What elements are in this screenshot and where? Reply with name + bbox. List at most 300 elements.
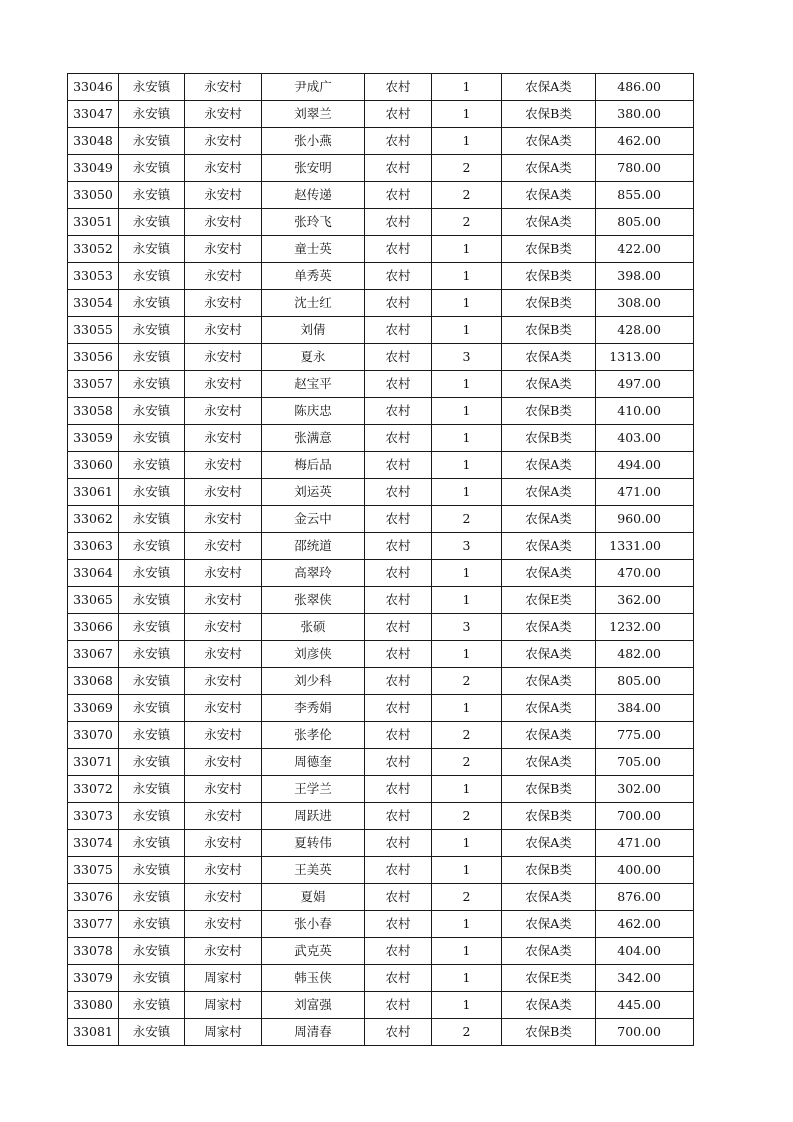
name-cell: 张翠侠	[262, 587, 365, 614]
category-cell: 农保A类	[502, 560, 596, 587]
table-row	[68, 695, 694, 722]
village-cell: 永安村	[185, 155, 262, 182]
record-id-cell: 33078	[68, 938, 119, 965]
record-id-cell: 33053	[68, 263, 119, 290]
village-cell: 永安村	[185, 452, 262, 479]
town-cell: 永安镇	[119, 695, 185, 722]
village-cell: 周家村	[185, 992, 262, 1019]
town-cell: 永安镇	[119, 155, 185, 182]
record-id-cell: 33073	[68, 803, 119, 830]
name-cell: 张小燕	[262, 128, 365, 155]
town-cell: 永安镇	[119, 506, 185, 533]
household-size-cell: 1	[432, 263, 502, 290]
name-cell: 周清春	[262, 1019, 365, 1046]
village-cell: 永安村	[185, 695, 262, 722]
name-cell: 刘运英	[262, 479, 365, 506]
table-row	[68, 749, 694, 776]
record-id-cell: 33059	[68, 425, 119, 452]
category-cell: 农保B类	[502, 101, 596, 128]
amount-cell: 384.00	[596, 695, 694, 722]
household-size-cell: 1	[432, 452, 502, 479]
record-id-cell: 33070	[68, 722, 119, 749]
area-type-cell: 农村	[365, 533, 432, 560]
household-size-cell: 3	[432, 614, 502, 641]
amount-cell: 410.00	[596, 398, 694, 425]
area-type-cell: 农村	[365, 587, 432, 614]
name-cell: 夏转伟	[262, 830, 365, 857]
name-cell: 张安明	[262, 155, 365, 182]
record-id-cell: 33058	[68, 398, 119, 425]
name-cell: 周德奎	[262, 749, 365, 776]
town-cell: 永安镇	[119, 371, 185, 398]
name-cell: 刘彦侠	[262, 641, 365, 668]
name-cell: 张玲飞	[262, 209, 365, 236]
category-cell: 农保B类	[502, 236, 596, 263]
category-cell: 农保A类	[502, 668, 596, 695]
category-cell: 农保B类	[502, 290, 596, 317]
category-cell: 农保A类	[502, 614, 596, 641]
amount-cell: 705.00	[596, 749, 694, 776]
table-row	[68, 74, 694, 101]
village-cell: 永安村	[185, 614, 262, 641]
record-id-cell: 33046	[68, 74, 119, 101]
record-id-cell: 33071	[68, 749, 119, 776]
village-cell: 周家村	[185, 1019, 262, 1046]
town-cell: 永安镇	[119, 803, 185, 830]
town-cell: 永安镇	[119, 830, 185, 857]
household-size-cell: 3	[432, 533, 502, 560]
area-type-cell: 农村	[365, 290, 432, 317]
table-row	[68, 506, 694, 533]
area-type-cell: 农村	[365, 830, 432, 857]
household-size-cell: 1	[432, 641, 502, 668]
town-cell: 永安镇	[119, 614, 185, 641]
village-cell: 永安村	[185, 506, 262, 533]
amount-cell: 876.00	[596, 884, 694, 911]
name-cell: 金云中	[262, 506, 365, 533]
area-type-cell: 农村	[365, 803, 432, 830]
village-cell: 永安村	[185, 938, 262, 965]
name-cell: 夏娟	[262, 884, 365, 911]
name-cell: 单秀英	[262, 263, 365, 290]
record-id-cell: 33067	[68, 641, 119, 668]
amount-cell: 422.00	[596, 236, 694, 263]
village-cell: 永安村	[185, 668, 262, 695]
record-id-cell: 33081	[68, 1019, 119, 1046]
household-size-cell: 1	[432, 911, 502, 938]
area-type-cell: 农村	[365, 452, 432, 479]
table-row	[68, 965, 694, 992]
amount-cell: 855.00	[596, 182, 694, 209]
table-row	[68, 128, 694, 155]
household-size-cell: 1	[432, 560, 502, 587]
household-size-cell: 2	[432, 155, 502, 182]
record-id-cell: 33047	[68, 101, 119, 128]
table-row	[68, 344, 694, 371]
village-cell: 永安村	[185, 101, 262, 128]
category-cell: 农保B类	[502, 857, 596, 884]
village-cell: 永安村	[185, 803, 262, 830]
town-cell: 永安镇	[119, 965, 185, 992]
amount-cell: 342.00	[596, 965, 694, 992]
category-cell: 农保B类	[502, 263, 596, 290]
area-type-cell: 农村	[365, 938, 432, 965]
village-cell: 永安村	[185, 182, 262, 209]
table-row	[68, 884, 694, 911]
town-cell: 永安镇	[119, 425, 185, 452]
household-size-cell: 1	[432, 236, 502, 263]
area-type-cell: 农村	[365, 695, 432, 722]
village-cell: 永安村	[185, 722, 262, 749]
town-cell: 永安镇	[119, 776, 185, 803]
amount-cell: 700.00	[596, 803, 694, 830]
category-cell: 农保A类	[502, 128, 596, 155]
table-row	[68, 992, 694, 1019]
town-cell: 永安镇	[119, 74, 185, 101]
village-cell: 永安村	[185, 911, 262, 938]
household-size-cell: 2	[432, 209, 502, 236]
amount-cell: 445.00	[596, 992, 694, 1019]
household-size-cell: 1	[432, 695, 502, 722]
name-cell: 张小春	[262, 911, 365, 938]
town-cell: 永安镇	[119, 884, 185, 911]
amount-cell: 398.00	[596, 263, 694, 290]
category-cell: 农保A类	[502, 830, 596, 857]
town-cell: 永安镇	[119, 857, 185, 884]
table-row	[68, 614, 694, 641]
area-type-cell: 农村	[365, 155, 432, 182]
category-cell: 农保A类	[502, 209, 596, 236]
category-cell: 农保B类	[502, 1019, 596, 1046]
category-cell: 农保A类	[502, 533, 596, 560]
town-cell: 永安镇	[119, 533, 185, 560]
amount-cell: 805.00	[596, 668, 694, 695]
amount-cell: 494.00	[596, 452, 694, 479]
table-row	[68, 425, 694, 452]
category-cell: 农保A类	[502, 911, 596, 938]
table-row	[68, 938, 694, 965]
record-id-cell: 33079	[68, 965, 119, 992]
town-cell: 永安镇	[119, 1019, 185, 1046]
record-id-cell: 33060	[68, 452, 119, 479]
record-id-cell: 33072	[68, 776, 119, 803]
record-id-cell: 33050	[68, 182, 119, 209]
amount-cell: 471.00	[596, 830, 694, 857]
amount-cell: 308.00	[596, 290, 694, 317]
area-type-cell: 农村	[365, 722, 432, 749]
town-cell: 永安镇	[119, 128, 185, 155]
amount-cell: 700.00	[596, 1019, 694, 1046]
area-type-cell: 农村	[365, 263, 432, 290]
name-cell: 张孝伦	[262, 722, 365, 749]
table-row	[68, 776, 694, 803]
village-cell: 永安村	[185, 74, 262, 101]
household-size-cell: 1	[432, 317, 502, 344]
category-cell: 农保B类	[502, 776, 596, 803]
area-type-cell: 农村	[365, 1019, 432, 1046]
area-type-cell: 农村	[365, 344, 432, 371]
village-cell: 永安村	[185, 425, 262, 452]
household-size-cell: 2	[432, 803, 502, 830]
area-type-cell: 农村	[365, 479, 432, 506]
town-cell: 永安镇	[119, 452, 185, 479]
amount-cell: 400.00	[596, 857, 694, 884]
amount-cell: 403.00	[596, 425, 694, 452]
area-type-cell: 农村	[365, 776, 432, 803]
name-cell: 高翠玲	[262, 560, 365, 587]
name-cell: 周跃进	[262, 803, 365, 830]
amount-cell: 482.00	[596, 641, 694, 668]
table-row	[68, 452, 694, 479]
household-size-cell: 1	[432, 587, 502, 614]
amount-cell: 1232.00	[596, 614, 694, 641]
name-cell: 沈士红	[262, 290, 365, 317]
name-cell: 刘倩	[262, 317, 365, 344]
table-row	[68, 668, 694, 695]
household-size-cell: 1	[432, 425, 502, 452]
town-cell: 永安镇	[119, 263, 185, 290]
name-cell: 武克英	[262, 938, 365, 965]
table-row	[68, 155, 694, 182]
household-size-cell: 2	[432, 722, 502, 749]
town-cell: 永安镇	[119, 938, 185, 965]
record-id-cell: 33052	[68, 236, 119, 263]
area-type-cell: 农村	[365, 236, 432, 263]
name-cell: 陈庆忠	[262, 398, 365, 425]
town-cell: 永安镇	[119, 182, 185, 209]
table-row	[68, 830, 694, 857]
amount-cell: 805.00	[596, 209, 694, 236]
amount-cell: 1331.00	[596, 533, 694, 560]
category-cell: 农保B类	[502, 398, 596, 425]
record-id-cell: 33055	[68, 317, 119, 344]
area-type-cell: 农村	[365, 371, 432, 398]
name-cell: 尹成广	[262, 74, 365, 101]
town-cell: 永安镇	[119, 587, 185, 614]
village-cell: 永安村	[185, 884, 262, 911]
name-cell: 王美英	[262, 857, 365, 884]
table-row	[68, 587, 694, 614]
area-type-cell: 农村	[365, 560, 432, 587]
table-row	[68, 803, 694, 830]
area-type-cell: 农村	[365, 641, 432, 668]
name-cell: 赵宝平	[262, 371, 365, 398]
table-row	[68, 560, 694, 587]
household-size-cell: 1	[432, 776, 502, 803]
amount-cell: 462.00	[596, 911, 694, 938]
record-id-cell: 33061	[68, 479, 119, 506]
household-size-cell: 2	[432, 1019, 502, 1046]
record-id-cell: 33069	[68, 695, 119, 722]
record-id-cell: 33057	[68, 371, 119, 398]
name-cell: 张满意	[262, 425, 365, 452]
amount-cell: 497.00	[596, 371, 694, 398]
amount-cell: 486.00	[596, 74, 694, 101]
category-cell: 农保A类	[502, 506, 596, 533]
household-size-cell: 2	[432, 182, 502, 209]
amount-cell: 462.00	[596, 128, 694, 155]
record-id-cell: 33075	[68, 857, 119, 884]
area-type-cell: 农村	[365, 911, 432, 938]
name-cell: 王学兰	[262, 776, 365, 803]
record-id-cell: 33066	[68, 614, 119, 641]
amount-cell: 1313.00	[596, 344, 694, 371]
village-cell: 永安村	[185, 479, 262, 506]
village-cell: 永安村	[185, 776, 262, 803]
table-row	[68, 479, 694, 506]
record-id-cell: 33048	[68, 128, 119, 155]
table-row	[68, 236, 694, 263]
household-size-cell: 1	[432, 74, 502, 101]
category-cell: 农保A类	[502, 344, 596, 371]
record-id-cell: 33063	[68, 533, 119, 560]
name-cell: 张硕	[262, 614, 365, 641]
name-cell: 刘少科	[262, 668, 365, 695]
area-type-cell: 农村	[365, 506, 432, 533]
table-row	[68, 290, 694, 317]
household-size-cell: 2	[432, 884, 502, 911]
amount-cell: 380.00	[596, 101, 694, 128]
record-id-cell: 33062	[68, 506, 119, 533]
household-size-cell: 1	[432, 965, 502, 992]
area-type-cell: 农村	[365, 614, 432, 641]
area-type-cell: 农村	[365, 128, 432, 155]
table-row	[68, 398, 694, 425]
name-cell: 李秀娟	[262, 695, 365, 722]
name-cell: 童士英	[262, 236, 365, 263]
table-body	[68, 74, 694, 1046]
town-cell: 永安镇	[119, 749, 185, 776]
household-size-cell: 1	[432, 371, 502, 398]
village-cell: 永安村	[185, 533, 262, 560]
data-table	[67, 73, 694, 1046]
record-id-cell: 33080	[68, 992, 119, 1019]
record-id-cell: 33076	[68, 884, 119, 911]
town-cell: 永安镇	[119, 992, 185, 1019]
record-id-cell: 33051	[68, 209, 119, 236]
town-cell: 永安镇	[119, 317, 185, 344]
town-cell: 永安镇	[119, 668, 185, 695]
record-id-cell: 33077	[68, 911, 119, 938]
area-type-cell: 农村	[365, 668, 432, 695]
category-cell: 农保A类	[502, 479, 596, 506]
amount-cell: 780.00	[596, 155, 694, 182]
amount-cell: 362.00	[596, 587, 694, 614]
amount-cell: 428.00	[596, 317, 694, 344]
household-size-cell: 1	[432, 857, 502, 884]
category-cell: 农保A类	[502, 452, 596, 479]
village-cell: 永安村	[185, 830, 262, 857]
table-row	[68, 101, 694, 128]
table-row	[68, 263, 694, 290]
area-type-cell: 农村	[365, 74, 432, 101]
record-id-cell: 33068	[68, 668, 119, 695]
name-cell: 梅后品	[262, 452, 365, 479]
category-cell: 农保A类	[502, 749, 596, 776]
amount-cell: 470.00	[596, 560, 694, 587]
village-cell: 永安村	[185, 128, 262, 155]
table-row	[68, 641, 694, 668]
category-cell: 农保A类	[502, 938, 596, 965]
record-id-cell: 33049	[68, 155, 119, 182]
town-cell: 永安镇	[119, 911, 185, 938]
area-type-cell: 农村	[365, 992, 432, 1019]
amount-cell: 302.00	[596, 776, 694, 803]
area-type-cell: 农村	[365, 425, 432, 452]
area-type-cell: 农村	[365, 209, 432, 236]
household-size-cell: 1	[432, 398, 502, 425]
town-cell: 永安镇	[119, 236, 185, 263]
category-cell: 农保A类	[502, 155, 596, 182]
town-cell: 永安镇	[119, 209, 185, 236]
household-size-cell: 1	[432, 101, 502, 128]
amount-cell: 404.00	[596, 938, 694, 965]
table-row	[68, 857, 694, 884]
area-type-cell: 农村	[365, 965, 432, 992]
name-cell: 邵统道	[262, 533, 365, 560]
household-size-cell: 1	[432, 938, 502, 965]
category-cell: 农保A类	[502, 641, 596, 668]
town-cell: 永安镇	[119, 722, 185, 749]
record-id-cell: 33064	[68, 560, 119, 587]
village-cell: 永安村	[185, 371, 262, 398]
table-row	[68, 533, 694, 560]
village-cell: 永安村	[185, 236, 262, 263]
table-row	[68, 317, 694, 344]
town-cell: 永安镇	[119, 560, 185, 587]
household-size-cell: 1	[432, 128, 502, 155]
village-cell: 永安村	[185, 560, 262, 587]
household-size-cell: 1	[432, 830, 502, 857]
village-cell: 永安村	[185, 290, 262, 317]
table-row	[68, 1019, 694, 1046]
household-size-cell: 1	[432, 479, 502, 506]
table-row	[68, 911, 694, 938]
category-cell: 农保A类	[502, 74, 596, 101]
area-type-cell: 农村	[365, 884, 432, 911]
household-size-cell: 2	[432, 668, 502, 695]
category-cell: 农保A类	[502, 182, 596, 209]
category-cell: 农保B类	[502, 803, 596, 830]
town-cell: 永安镇	[119, 479, 185, 506]
household-size-cell: 1	[432, 290, 502, 317]
village-cell: 永安村	[185, 398, 262, 425]
village-cell: 永安村	[185, 641, 262, 668]
category-cell: 农保E类	[502, 587, 596, 614]
village-cell: 永安村	[185, 209, 262, 236]
category-cell: 农保A类	[502, 722, 596, 749]
category-cell: 农保A类	[502, 992, 596, 1019]
category-cell: 农保A类	[502, 695, 596, 722]
area-type-cell: 农村	[365, 182, 432, 209]
record-id-cell: 33074	[68, 830, 119, 857]
name-cell: 刘翠兰	[262, 101, 365, 128]
amount-cell: 471.00	[596, 479, 694, 506]
category-cell: 农保B类	[502, 425, 596, 452]
village-cell: 永安村	[185, 749, 262, 776]
table-row	[68, 209, 694, 236]
name-cell: 刘富强	[262, 992, 365, 1019]
town-cell: 永安镇	[119, 344, 185, 371]
village-cell: 永安村	[185, 857, 262, 884]
village-cell: 永安村	[185, 344, 262, 371]
name-cell: 夏永	[262, 344, 365, 371]
town-cell: 永安镇	[119, 290, 185, 317]
table-row	[68, 182, 694, 209]
name-cell: 韩玉侠	[262, 965, 365, 992]
table-row	[68, 371, 694, 398]
town-cell: 永安镇	[119, 398, 185, 425]
